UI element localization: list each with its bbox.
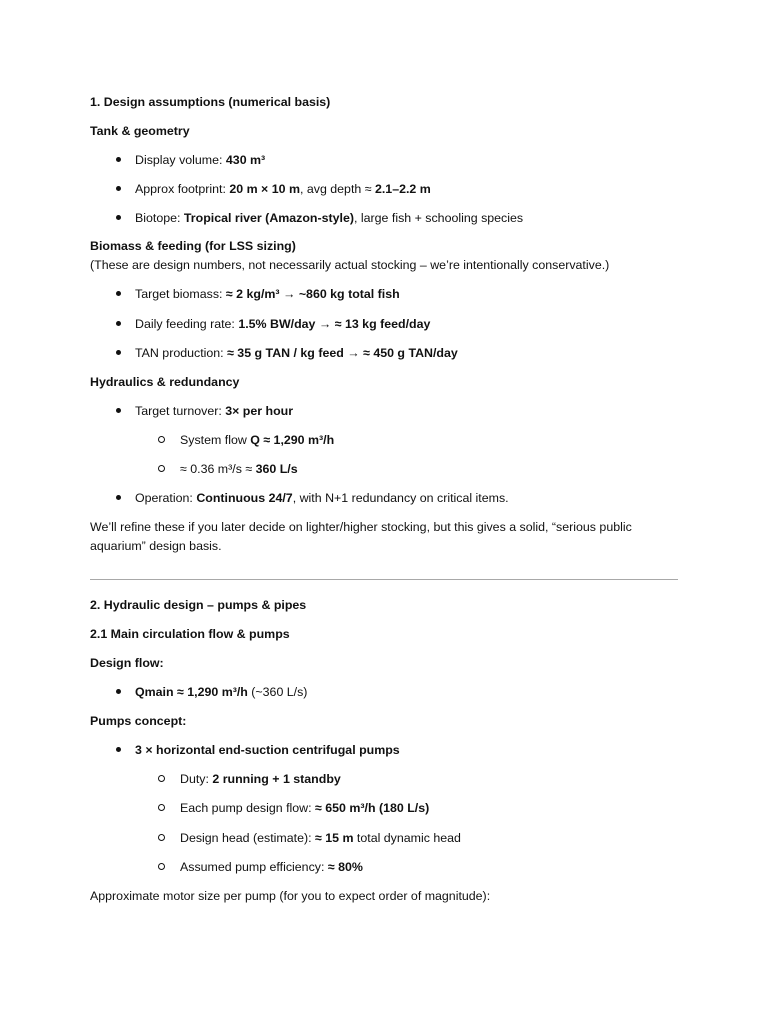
biomass-item-feeding: Daily feeding rate: 1.5% BW/day → ≈ 13 kg feed/day	[135, 317, 431, 331]
pumps-item: 3 × horizontal end-suction centrifugal pumps	[135, 743, 400, 757]
motor-size-line: Approximate motor size per pump (for you to expect order of magnitude):	[90, 889, 491, 903]
section-1-heading: 1. Design assumptions (numerical basis)	[90, 95, 331, 109]
biomass-item-tan: TAN production: ≈ 35 g TAN / kg feed → ≈ 450 g TAN/day	[135, 346, 458, 360]
bullet-dot	[116, 689, 121, 694]
hydraulics-item-operation: Operation: Continuous 24/7, with N+1 redundancy on critical items.	[135, 491, 509, 505]
pump-sub-duty: Duty: 2 running + 1 standby	[180, 772, 341, 786]
hydraulics-sub-flow: System flow Q ≈ 1,290 m³/h	[180, 433, 335, 447]
hydraulics-sub-ls: ≈ 0.36 m³/s ≈ 360 L/s	[180, 462, 298, 476]
bullet-dot	[116, 157, 121, 162]
biomass-item-target: Target biomass: ≈ 2 kg/m³ → ~860 kg total fish	[135, 287, 400, 301]
sub-bullet-circle	[158, 775, 165, 782]
sub-bullet-circle	[158, 804, 165, 811]
sub-bullet-circle	[158, 834, 165, 841]
pump-sub-efficiency: Assumed pump efficiency: ≈ 80%	[180, 860, 363, 874]
bullet-dot	[116, 495, 121, 500]
bullet-dot	[116, 321, 121, 326]
bullet-dot	[116, 350, 121, 355]
pump-sub-flow: Each pump design flow: ≈ 650 m³/h (180 L/s)	[180, 801, 430, 815]
hydraulics-item-turnover: Target turnover: 3× per hour	[135, 404, 294, 418]
bullet-dot	[116, 186, 121, 191]
bullet-dot	[116, 408, 121, 413]
pumps-concept-label: Pumps concept:	[90, 714, 187, 728]
section-2-heading: 2. Hydraulic design – pumps & pipes	[90, 598, 307, 612]
closing-paragraph-line-1: We’ll refine these if you later decide on lighter/higher stocking, but this gives a solid, “serious public	[90, 520, 632, 534]
sub-bullet-circle	[158, 863, 165, 870]
tank-item-footprint: Approx footprint: 20 m × 10 m, avg depth ≈ 2.1–2.2 m	[135, 182, 431, 196]
qmain-item: Qmain ≈ 1,290 m³/h (~360 L/s)	[135, 685, 308, 699]
closing-paragraph-line-2: aquarium” design basis.	[90, 539, 222, 553]
pump-sub-head: Design head (estimate): ≈ 15 m total dynamic head	[180, 831, 461, 845]
hydraulics-heading: Hydraulics & redundancy	[90, 375, 240, 389]
design-flow-label: Design flow:	[90, 656, 164, 670]
bullet-dot	[116, 747, 121, 752]
section-2-1-heading: 2.1 Main circulation flow & pumps	[90, 627, 290, 641]
tank-geometry-heading: Tank & geometry	[90, 124, 190, 138]
horizontal-divider	[90, 579, 678, 580]
bullet-dot	[116, 215, 121, 220]
tank-item-volume: Display volume: 430 m³	[135, 153, 266, 167]
tank-item-biotope: Biotope: Tropical river (Amazon-style), large fish + schooling species	[135, 211, 524, 225]
biomass-note: (These are design numbers, not necessarily actual stocking – we’re intentionally conservative.)	[90, 258, 610, 272]
biomass-heading: Biomass & feeding (for LSS sizing)	[90, 239, 296, 253]
sub-bullet-circle	[158, 465, 165, 472]
sub-bullet-circle	[158, 436, 165, 443]
bullet-dot	[116, 291, 121, 296]
